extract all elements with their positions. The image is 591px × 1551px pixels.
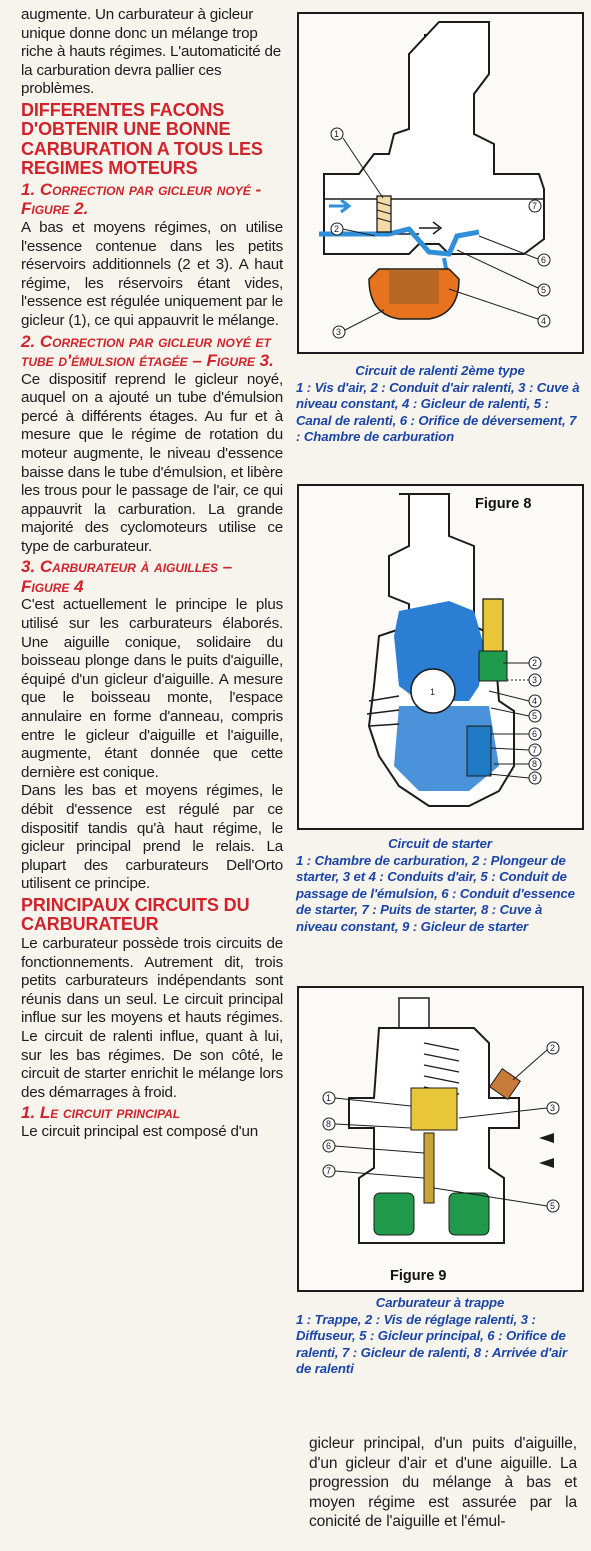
figure-8-label-2: 2 <box>532 658 538 668</box>
figure-8-diagram <box>299 486 582 828</box>
figure-7-label-3: 3 <box>336 327 342 337</box>
figure-7-label-5: 5 <box>541 285 547 295</box>
figure-9-label-7: 7 <box>326 1166 332 1176</box>
figure-9-frame <box>297 986 584 1292</box>
figure-8-label-7: 7 <box>532 745 538 755</box>
figure-7-label-4: 4 <box>541 316 547 326</box>
figure-7-label-6: 6 <box>541 255 547 265</box>
figure-7-label-7: 7 <box>532 201 538 211</box>
figure-8-label-1: 1 <box>430 687 436 697</box>
figure-8-label-5: 5 <box>532 711 538 721</box>
subheading-gicleur-noye: 1. Correction par gicleur noyé -Figure 2. <box>21 179 262 219</box>
figure-7-label-1: 1 <box>334 129 340 139</box>
intro-paragraph: augmente. Un carburateur à gicleur unique donne donc un mélange trop riche à hauts régimes. L'automaticité de la carburation devra pallier ces problèmes. <box>21 6 281 98</box>
figure-9-label-3: 3 <box>550 1103 556 1113</box>
paragraph-tube-emulsion: Ce dispositif reprend le gicleur noyé, auquel on a ajouté un tube d'émulsion percé à différents étages. Au fur et à mesure que le régime de rotation du moteur augmente, le niveau d'essence baisse dans le tube d'émulsion, et libère les trous pour le passage de l'air, ce qui appauvrit la carburation. La grande majorité des cyclomoteurs utilise ce type de carburateur. <box>21 370 283 555</box>
figure-7-caption-text: 1 : Vis d'air, 2 : Conduit d'air ralenti, 3 : Cuve à niveau constant, 4 : Gicleur de ralenti, 5 : Canal de ralenti, 6 : Orifice de déversement, 7 : Chambre de carburation <box>296 379 580 444</box>
figure-9-caption-title: Carburateur à trappe <box>375 1295 505 1310</box>
figure-7-caption <box>296 363 584 446</box>
figure-7-frame <box>297 12 584 354</box>
paragraph-circuit-principal-suite: gicleur principal, d'un puits d'aiguille, d'un gicleur d'air et d'une aiguille. La progression du mélange à bas et moyen régime est assurée par la conicité de l'aiguille et l'émul- <box>309 1435 577 1530</box>
figure-8-frame <box>297 484 584 830</box>
figure-9-label-2: 2 <box>550 1043 556 1053</box>
figure-8-label-3: 3 <box>532 675 538 685</box>
heading-differentes-facons: DIFFERENTES FACONS D'OBTENIR UNE BONNE CARBURATION A TOUS LES REGIMES MOTEURS <box>21 99 263 179</box>
figure-9-label-1: 1 <box>326 1093 332 1103</box>
paragraph-circuit-principal: Le circuit principal est composé d'un <box>21 1122 258 1140</box>
figure-9-diagram <box>299 988 582 1263</box>
figure-9-label-8: 8 <box>326 1119 332 1129</box>
figure-9-label-6: 6 <box>326 1141 332 1151</box>
figure-7-caption-title: Circuit de ralenti 2ème type <box>355 363 525 378</box>
figure-8-caption-text: 1 : Chambre de carburation, 2 : Plongeur de starter, 3 et 4 : Conduits d'air, 5 : Conduit de passage de l'émulsion, 6 : Conduit d'essence de starter, 7 : Puits de starter, 8 : Cuve à niveau constant, 9 : Gicleur de starter <box>296 852 575 934</box>
heading-principaux-circuits: PRINCIPAUX CIRCUITS DU CARBURATEUR <box>21 894 250 935</box>
figure-8-label-9: 9 <box>532 773 538 783</box>
paragraph-bas-regimes: Dans les bas et moyens régimes, le débit d'essence est régulé par ce dispositif tandis qu'à haut régime, le gicleur principal prend le relais. La plupart des carburateurs Dell'Orto utilisent ce principe. <box>21 782 283 893</box>
subheading-aiguilles: 3. Carburateur à aiguilles – Figure 4 <box>21 557 233 596</box>
figure-8-caption-title: Circuit de starter <box>388 836 492 851</box>
figure-9-caption <box>296 1295 584 1378</box>
figure-9-title: Figure 9 <box>390 1268 447 1284</box>
figure-8-label-6: 6 <box>532 729 538 739</box>
subheading-circuit-principal: 1. Le circuit principal <box>21 1103 181 1123</box>
figure-8-label-8: 8 <box>532 759 538 769</box>
figure-9-label-5: 5 <box>550 1201 556 1211</box>
figure-8-label-4: 4 <box>532 696 538 706</box>
left-column <box>21 6 283 1141</box>
figure-8-title: Figure 8 <box>475 496 532 512</box>
figure-7-label-2: 2 <box>334 224 340 234</box>
subheading-tube-emulsion: 2. Correction par gicleur noyé et tube d'émulsion étagée – Figure 3. <box>21 331 274 371</box>
figure-9-caption-text: 1 : Trappe, 2 : Vis de réglage ralenti, 3 : Diffuseur, 5 : Gicleur principal, 6 : Orifice de ralenti, 7 : Gicleur de ralenti, 8 : Arrivée d'air de ralenti <box>296 1311 568 1376</box>
figure-7-diagram <box>299 14 582 352</box>
paragraph-gicleur-noye: A bas et moyens régimes, on utilise l'essence contenue dans les petits réservoirs additionnels (2 et 3). A haut régime, les réservoirs étant vides, l'essence est régulée uniquement par le gicleur (1), ce qui appauvrit le mélange. <box>21 218 283 329</box>
paragraph-aiguilles: C'est actuellement le principe le plus utilisé sur les carburateurs élaborés. Une aiguille conique, solidaire du boisseau plonge dans le puits d'aiguille, équipé d'un gicleur d'aiguille. A mesure que le boisseau monte, l'espace annulaire en forme d'anneau, compris entre le gicleur d'aiguille et l'aiguille, augmente, étant donnée que cette dernière est conique. <box>21 596 283 781</box>
paragraph-trois-circuits: Le carburateur possède trois circuits de fonctionnements. Autrement dit, trois petits carburateurs indépendants sont réunis dans un seul. Le circuit principal influe sur les moyens et hauts régimes. Le circuit de ralenti influe, quant à lui, sur les bas régimes. De son côté, le circuit de starter enrichit le mélange lors des démarrages à froid. <box>21 934 283 1101</box>
figure-8-caption <box>296 836 584 935</box>
